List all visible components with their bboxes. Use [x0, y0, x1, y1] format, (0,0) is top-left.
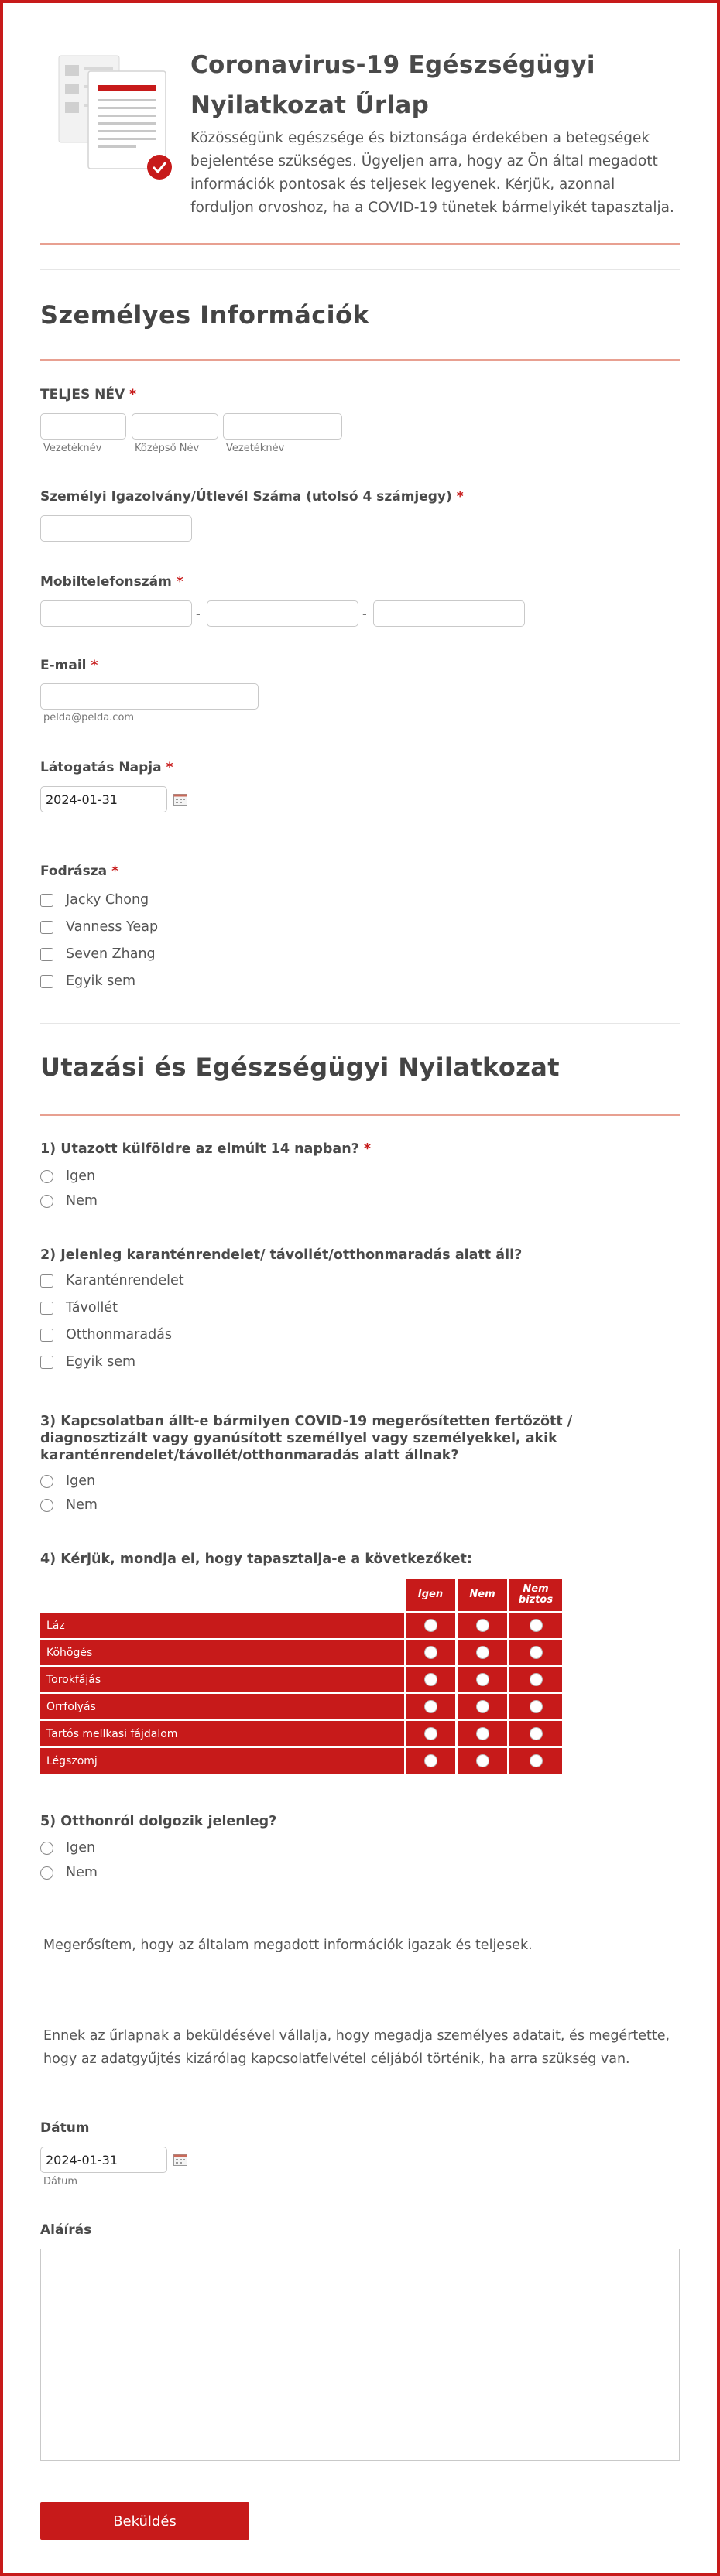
q2-option-label: Egyik sem	[66, 1354, 136, 1370]
q1-option-label: Igen	[66, 1168, 96, 1184]
matrix-cell[interactable]	[406, 1640, 455, 1665]
calendar-icon[interactable]	[173, 793, 187, 806]
radio-button[interactable]	[476, 1619, 489, 1632]
submit-button[interactable]: Beküldés	[40, 2502, 249, 2540]
q3-option-label: Nem	[66, 1497, 98, 1513]
radio-button[interactable]	[40, 1499, 53, 1512]
checkbox[interactable]	[40, 948, 53, 961]
last-name-sublabel: Vezetéknév	[43, 443, 102, 454]
checkbox[interactable]	[40, 975, 53, 988]
section-divider	[40, 1023, 680, 1024]
radio-button[interactable]	[530, 1619, 543, 1632]
signature-label: Aláírás	[40, 2222, 92, 2238]
first-name-input[interactable]	[223, 413, 342, 440]
radio-button[interactable]	[424, 1646, 437, 1659]
q5-option[interactable]	[40, 1839, 95, 1857]
q1-option[interactable]	[40, 1192, 98, 1210]
matrix-cell[interactable]	[509, 1667, 562, 1692]
id-number-label: Személyi Igazolvány/Útlevél Száma (utolsó 4 számjegy) *	[40, 489, 464, 505]
checkbox[interactable]	[40, 1274, 53, 1288]
email-input[interactable]	[40, 683, 259, 710]
consent-text: Ennek az űrlapnak a beküldésével vállalja, hogy megadja személyes adatait, és megértette, hogy az adatgyűjtés kizárólag kapcsolatfelvétel céljából történik, ha arra szükség van.	[43, 2028, 670, 2067]
barber-option-label: Seven Zhang	[66, 946, 156, 962]
phone-separator: -	[196, 607, 201, 621]
form-title: Coronavirus-19 Egészségügyi Nyilatkozat Űrlap	[190, 51, 595, 119]
barber-option[interactable]	[40, 891, 149, 909]
visit-date-label: Látogatás Napja *	[40, 760, 173, 775]
matrix-cell[interactable]	[406, 1613, 455, 1638]
matrix-row-label: Tartós mellkasi fájdalom	[40, 1721, 404, 1746]
matrix-row-label: Orrfolyás	[40, 1694, 404, 1719]
q2-option[interactable]	[40, 1271, 184, 1290]
checkbox[interactable]	[40, 921, 53, 934]
visit-date-input[interactable]	[40, 786, 167, 812]
radio-button[interactable]	[424, 1619, 437, 1632]
middle-name-sublabel: Középső Név	[135, 443, 200, 454]
document-check-icon	[57, 54, 175, 200]
matrix-row-label: Torokfájás	[40, 1667, 404, 1692]
matrix-cell[interactable]	[406, 1721, 455, 1746]
radio-button[interactable]	[476, 1700, 489, 1713]
personal-section-divider	[40, 359, 680, 361]
phone-number-input[interactable]	[373, 600, 525, 627]
radio-button[interactable]	[530, 1754, 543, 1767]
middle-name-input[interactable]	[132, 413, 218, 440]
signature-pad[interactable]	[40, 2249, 680, 2461]
matrix-cell[interactable]	[458, 1721, 507, 1746]
matrix-row-label: Légszomj	[40, 1748, 404, 1774]
matrix-column-header: Nem	[458, 1579, 507, 1611]
matrix-cell[interactable]	[509, 1748, 562, 1774]
phone-separator: -	[362, 607, 367, 621]
q5-option-label: Nem	[66, 1865, 98, 1880]
matrix-row	[40, 1748, 562, 1774]
q2-option-label: Karanténrendelet	[66, 1273, 184, 1288]
matrix-cell[interactable]	[406, 1748, 455, 1774]
matrix-cell[interactable]	[458, 1694, 507, 1719]
matrix-cell[interactable]	[458, 1748, 507, 1774]
barber-label: Fodrásza *	[40, 864, 119, 879]
radio-button[interactable]	[476, 1646, 489, 1659]
checkbox[interactable]	[40, 894, 53, 907]
matrix-row	[40, 1694, 562, 1719]
matrix-column-header: Igen	[406, 1579, 455, 1611]
radio-button[interactable]	[530, 1727, 543, 1740]
radio-button[interactable]	[40, 1195, 53, 1208]
matrix-cell[interactable]	[458, 1640, 507, 1665]
q5-option[interactable]	[40, 1863, 98, 1882]
matrix-cell[interactable]	[458, 1667, 507, 1692]
matrix-row	[40, 1721, 562, 1746]
matrix-row	[40, 1640, 562, 1665]
q2-option[interactable]	[40, 1326, 172, 1344]
q3-option[interactable]	[40, 1496, 98, 1514]
email-sublabel: pelda@pelda.com	[43, 712, 135, 724]
form-description: Közösségünk egészsége és biztonsága érdekében a betegségek bejelentése szükséges. Ügyeljen arra, hogy az Ön által megadott információk pontosak és teljesek legyenek. Kérjük, azonnal forduljon orvoshoz, ha a COVID-19 tünetek bármelyikét tapasztalja.	[190, 130, 674, 216]
calendar-icon[interactable]	[173, 2154, 187, 2166]
radio-button[interactable]	[424, 1673, 437, 1686]
matrix-cell[interactable]	[509, 1613, 562, 1638]
barber-option-label: Egyik sem	[66, 973, 136, 989]
last-name-input[interactable]	[40, 413, 126, 440]
barber-option[interactable]	[40, 972, 135, 990]
q1-option[interactable]	[40, 1167, 95, 1185]
section-divider	[40, 269, 680, 270]
date-sublabel: Dátum	[43, 2176, 77, 2188]
header-divider	[40, 243, 680, 245]
q2-label: 2) Jelenleg karanténrendelet/ távollét/otthonmaradás alatt áll?	[40, 1247, 523, 1263]
radio-button[interactable]	[424, 1700, 437, 1713]
q2-option-label: Otthonmaradás	[66, 1327, 173, 1343]
matrix-row-label: Láz	[40, 1613, 404, 1638]
matrix-cell[interactable]	[509, 1721, 562, 1746]
radio-button[interactable]	[40, 1475, 53, 1488]
confirmation-text: Megerősítem, hogy az általam megadott információk igazak és teljesek.	[43, 1938, 533, 1953]
matrix-row-label: Köhögés	[40, 1640, 404, 1665]
full-name-label: TELJES NÉV *	[40, 387, 137, 402]
radio-button[interactable]	[40, 1170, 53, 1183]
q3-option[interactable]	[40, 1472, 95, 1490]
barber-option[interactable]	[40, 918, 158, 936]
matrix-cell[interactable]	[458, 1613, 507, 1638]
date-label: Dátum	[40, 2120, 90, 2136]
q3-label: 3) Kapcsolatban állt-e bármilyen COVID-19 megerősítetten fertőzött / diagnosztizált vagy gyanúsított személlyel vagy személyekkel, akik karanténrendelet/távollét/otthonmaradás alatt állnak?	[40, 1414, 573, 1463]
q3-option-label: Igen	[66, 1473, 96, 1489]
q5-option-label: Igen	[66, 1840, 96, 1856]
matrix-row	[40, 1613, 562, 1638]
first-name-sublabel: Vezetéknév	[226, 443, 285, 454]
radio-button[interactable]	[476, 1673, 489, 1686]
matrix-cell[interactable]	[406, 1694, 455, 1719]
phone-area-input[interactable]	[40, 600, 192, 627]
travel-section-divider	[40, 1114, 680, 1116]
form-header	[40, 36, 680, 241]
radio-button[interactable]	[476, 1754, 489, 1767]
checkbox[interactable]	[40, 1302, 53, 1315]
q2-option-label: Távollét	[66, 1300, 118, 1315]
radio-button[interactable]	[40, 1866, 53, 1880]
personal-section-title: Személyes Információk	[40, 300, 370, 330]
radio-button[interactable]	[40, 1842, 53, 1855]
q4-label: 4) Kérjük, mondja el, hogy tapasztalja-e a következőket:	[40, 1551, 472, 1567]
checkbox[interactable]	[40, 1329, 53, 1342]
q2-option[interactable]	[40, 1298, 118, 1317]
matrix-cell[interactable]	[509, 1640, 562, 1665]
q5-label: 5) Otthonról dolgozik jelenleg?	[40, 1814, 277, 1829]
radio-button[interactable]	[424, 1727, 437, 1740]
matrix-row	[40, 1667, 562, 1692]
travel-section-title: Utazási és Egészségügyi Nyilatkozat	[40, 1052, 560, 1082]
phone-label: Mobiltelefonszám *	[40, 574, 183, 590]
date-input[interactable]	[40, 2147, 167, 2173]
matrix-column-header: Nem biztos	[509, 1579, 562, 1611]
checkbox[interactable]	[40, 1356, 53, 1369]
matrix-cell[interactable]	[509, 1694, 562, 1719]
radio-button[interactable]	[530, 1700, 543, 1713]
radio-button[interactable]	[424, 1754, 437, 1767]
radio-button[interactable]	[530, 1673, 543, 1686]
radio-button[interactable]	[476, 1727, 489, 1740]
barber-option[interactable]	[40, 945, 156, 963]
id-number-input[interactable]	[40, 515, 192, 542]
q2-option[interactable]	[40, 1353, 135, 1371]
q1-label: 1) Utazott külföldre az elmúlt 14 napban? *	[40, 1141, 371, 1157]
q1-option-label: Nem	[66, 1193, 98, 1209]
radio-button[interactable]	[530, 1646, 543, 1659]
matrix-cell[interactable]	[406, 1667, 455, 1692]
barber-option-label: Jacky Chong	[66, 892, 149, 908]
email-label: E-mail *	[40, 658, 98, 673]
barber-option-label: Vanness Yeap	[66, 919, 159, 935]
phone-prefix-input[interactable]	[207, 600, 358, 627]
